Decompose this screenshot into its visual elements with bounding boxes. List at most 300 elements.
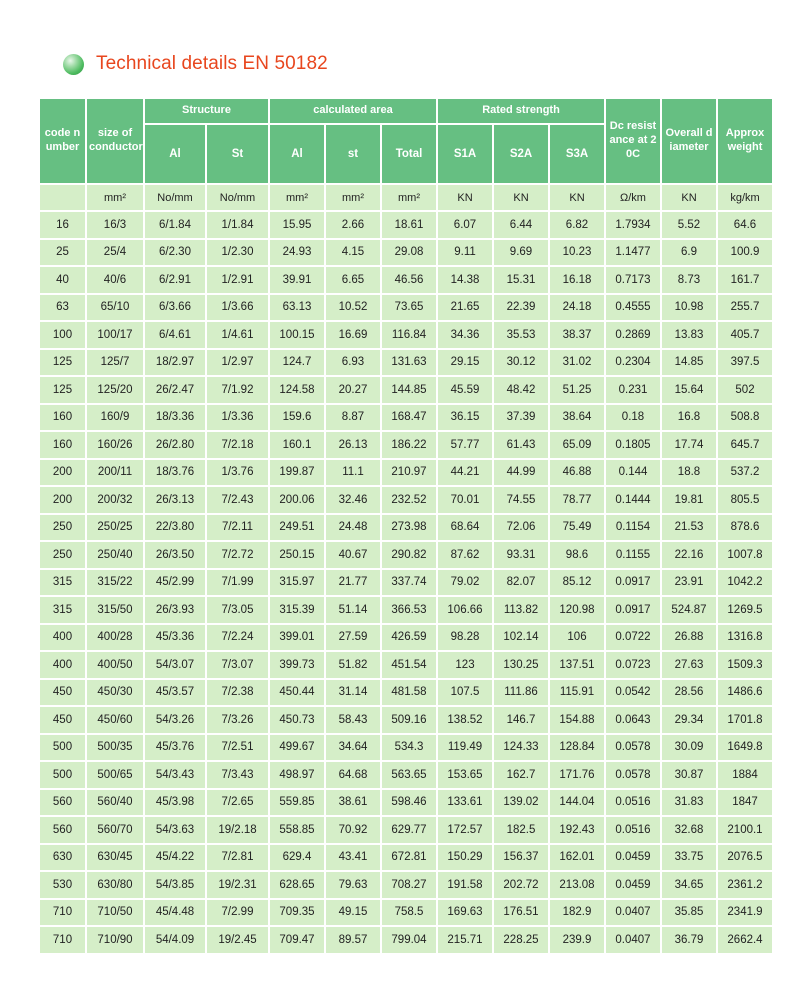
header-approx-weight: Approx weight: [718, 99, 772, 183]
table-cell: 34.65: [662, 872, 716, 898]
table-cell: 0.144: [606, 460, 660, 486]
title-row: [63, 50, 328, 78]
table-cell: 0.2869: [606, 322, 660, 348]
table-cell: 89.57: [326, 927, 380, 953]
table-cell: 7/2.81: [207, 845, 268, 871]
table-row: [40, 762, 772, 788]
table-cell: 24.93: [270, 240, 324, 266]
table-cell: 0.0542: [606, 680, 660, 706]
header-structure-al: Al: [145, 125, 205, 183]
table-row: [40, 267, 772, 293]
table-cell: 130.25: [494, 652, 548, 678]
table-cell: 210.97: [382, 460, 436, 486]
unit-cell: mm²: [270, 185, 324, 210]
header-dc-resistance: Dc resistance at 20C: [606, 99, 660, 183]
table-cell: 0.0459: [606, 872, 660, 898]
table-cell: 73.65: [382, 295, 436, 321]
unit-cell: mm²: [382, 185, 436, 210]
table-cell: 21.65: [438, 295, 492, 321]
table-cell: 450: [40, 680, 85, 706]
table-cell: 537.2: [718, 460, 772, 486]
table-row: [40, 597, 772, 623]
header-s3a: S3A: [550, 125, 604, 183]
table-cell: 40.67: [326, 542, 380, 568]
table-cell: 0.0578: [606, 762, 660, 788]
table-cell: 22.39: [494, 295, 548, 321]
table-cell: 124.33: [494, 735, 548, 761]
table-cell: 9.69: [494, 240, 548, 266]
table-row: [40, 350, 772, 376]
table-cell: 18/3.76: [145, 460, 205, 486]
table-cell: 7/1.92: [207, 377, 268, 403]
table-cell: 672.81: [382, 845, 436, 871]
table-cell: 1/2.30: [207, 240, 268, 266]
table-cell: 0.1155: [606, 542, 660, 568]
table-cell: 6/2.30: [145, 240, 205, 266]
table-cell: 160: [40, 405, 85, 431]
table-cell: 399.01: [270, 625, 324, 651]
table-cell: 0.1805: [606, 432, 660, 458]
table-row: [40, 322, 772, 348]
table-cell: 0.4555: [606, 295, 660, 321]
table-cell: 0.0643: [606, 707, 660, 733]
table-cell: 30.09: [662, 735, 716, 761]
table-cell: 534.3: [382, 735, 436, 761]
table-cell: 31.83: [662, 790, 716, 816]
table-cell: 22/3.80: [145, 515, 205, 541]
table-cell: 2100.1: [718, 817, 772, 843]
table-cell: 124.7: [270, 350, 324, 376]
header-rated-strength: Rated strength: [438, 99, 604, 123]
table-cell: 630/45: [87, 845, 143, 871]
table-row: [40, 872, 772, 898]
table-cell: 799.04: [382, 927, 436, 953]
table-cell: 48.42: [494, 377, 548, 403]
table-cell: 160/26: [87, 432, 143, 458]
table-cell: 239.9: [550, 927, 604, 953]
table-cell: 124.58: [270, 377, 324, 403]
table-cell: 44.21: [438, 460, 492, 486]
table-cell: 102.14: [494, 625, 548, 651]
table-row: [40, 845, 772, 871]
table-cell: 35.53: [494, 322, 548, 348]
table-cell: 250/25: [87, 515, 143, 541]
table-cell: 16/3: [87, 212, 143, 238]
table-cell: 558.85: [270, 817, 324, 843]
header-conductor-size: size of conductor: [87, 99, 143, 183]
table-cell: 6.07: [438, 212, 492, 238]
table-cell: 200/11: [87, 460, 143, 486]
table-cell: 79.02: [438, 570, 492, 596]
table-cell: 249.51: [270, 515, 324, 541]
table-cell: 250/40: [87, 542, 143, 568]
table-row: [40, 680, 772, 706]
table-cell: 45/2.99: [145, 570, 205, 596]
table-cell: 78.77: [550, 487, 604, 513]
unit-cell: KN: [662, 185, 716, 210]
table-cell: 1/3.76: [207, 460, 268, 486]
table-cell: 6/4.61: [145, 322, 205, 348]
table-cell: 100.9: [718, 240, 772, 266]
table-cell: 26.13: [326, 432, 380, 458]
table-cell: 0.0917: [606, 597, 660, 623]
table-cell: 2361.2: [718, 872, 772, 898]
table-cell: 123: [438, 652, 492, 678]
table-cell: 502: [718, 377, 772, 403]
table-cell: 169.63: [438, 900, 492, 926]
table-cell: 138.52: [438, 707, 492, 733]
table-cell: 15.95: [270, 212, 324, 238]
table-cell: 6.93: [326, 350, 380, 376]
table-cell: 1/4.61: [207, 322, 268, 348]
table-cell: 45/3.36: [145, 625, 205, 651]
units-row: [40, 185, 772, 210]
table-cell: 18.61: [382, 212, 436, 238]
table-cell: 26/2.47: [145, 377, 205, 403]
table-cell: 160: [40, 432, 85, 458]
table-cell: 559.85: [270, 790, 324, 816]
table-cell: 68.64: [438, 515, 492, 541]
table-cell: 29.08: [382, 240, 436, 266]
table-cell: 9.11: [438, 240, 492, 266]
table-cell: 26/3.50: [145, 542, 205, 568]
table-row: [40, 212, 772, 238]
table-cell: 40/6: [87, 267, 143, 293]
table-cell: 451.54: [382, 652, 436, 678]
table-cell: 28.56: [662, 680, 716, 706]
table-cell: 7/2.43: [207, 487, 268, 513]
table-cell: 139.02: [494, 790, 548, 816]
table-cell: 137.51: [550, 652, 604, 678]
table-cell: 1007.8: [718, 542, 772, 568]
table-cell: 111.86: [494, 680, 548, 706]
table-cell: 54/3.43: [145, 762, 205, 788]
table-cell: 35.85: [662, 900, 716, 926]
header-calculated-area: calculated area: [270, 99, 436, 123]
table-cell: 405.7: [718, 322, 772, 348]
table-cell: 0.0459: [606, 845, 660, 871]
table-cell: 450: [40, 707, 85, 733]
header-area-al: Al: [270, 125, 324, 183]
table-cell: 7/2.38: [207, 680, 268, 706]
table-cell: 2662.4: [718, 927, 772, 953]
table-cell: 290.82: [382, 542, 436, 568]
table-cell: 315.97: [270, 570, 324, 596]
table-cell: 708.27: [382, 872, 436, 898]
table-cell: 645.7: [718, 432, 772, 458]
table-cell: 74.55: [494, 487, 548, 513]
table-cell: 7/2.65: [207, 790, 268, 816]
table-cell: 54/3.63: [145, 817, 205, 843]
table-cell: 131.63: [382, 350, 436, 376]
table-cell: 54/4.09: [145, 927, 205, 953]
table-cell: 629.77: [382, 817, 436, 843]
table-cell: 509.16: [382, 707, 436, 733]
table-cell: 51.25: [550, 377, 604, 403]
table-cell: 72.06: [494, 515, 548, 541]
table-cell: 7/2.51: [207, 735, 268, 761]
table-cell: 25: [40, 240, 85, 266]
table-cell: 144.85: [382, 377, 436, 403]
table-cell: 85.12: [550, 570, 604, 596]
table-cell: 100: [40, 322, 85, 348]
table-cell: 29.15: [438, 350, 492, 376]
table-cell: 23.91: [662, 570, 716, 596]
table-cell: 31.02: [550, 350, 604, 376]
table-cell: 1486.6: [718, 680, 772, 706]
table-cell: 450.73: [270, 707, 324, 733]
table-body: [40, 185, 772, 953]
table-cell: 37.39: [494, 405, 548, 431]
table-cell: 200: [40, 460, 85, 486]
table-row: [40, 900, 772, 926]
table-cell: 758.5: [382, 900, 436, 926]
table-cell: 399.73: [270, 652, 324, 678]
table-cell: 500/65: [87, 762, 143, 788]
table-cell: 7/3.43: [207, 762, 268, 788]
page-title: Technical details EN 50182: [96, 53, 328, 74]
table-cell: 70.92: [326, 817, 380, 843]
table-cell: 250: [40, 515, 85, 541]
table-cell: 1/3.66: [207, 295, 268, 321]
table-cell: 19/2.31: [207, 872, 268, 898]
table-cell: 70.01: [438, 487, 492, 513]
table-cell: 1509.3: [718, 652, 772, 678]
table-row: [40, 817, 772, 843]
header-structure-st: St: [207, 125, 268, 183]
table-cell: 51.82: [326, 652, 380, 678]
table-cell: 32.68: [662, 817, 716, 843]
table-cell: 530: [40, 872, 85, 898]
table-cell: 1/2.91: [207, 267, 268, 293]
table-cell: 172.57: [438, 817, 492, 843]
technical-details-table: [38, 97, 774, 955]
table-cell: 15.64: [662, 377, 716, 403]
table-cell: 6.65: [326, 267, 380, 293]
table-cell: 10.23: [550, 240, 604, 266]
table-cell: 878.6: [718, 515, 772, 541]
table-cell: 315: [40, 570, 85, 596]
table-cell: 7/2.99: [207, 900, 268, 926]
table-cell: 1701.8: [718, 707, 772, 733]
table-cell: 154.88: [550, 707, 604, 733]
table-cell: 6.9: [662, 240, 716, 266]
table-cell: 144.04: [550, 790, 604, 816]
table-cell: 709.35: [270, 900, 324, 926]
table-cell: 710/50: [87, 900, 143, 926]
table-cell: 65.09: [550, 432, 604, 458]
table-cell: 273.98: [382, 515, 436, 541]
table-cell: 0.0723: [606, 652, 660, 678]
table-cell: 18/2.97: [145, 350, 205, 376]
table-cell: 250.15: [270, 542, 324, 568]
table-cell: 125: [40, 350, 85, 376]
table-cell: 400/28: [87, 625, 143, 651]
table-cell: 36.15: [438, 405, 492, 431]
table-cell: 93.31: [494, 542, 548, 568]
table-cell: 0.0722: [606, 625, 660, 651]
table-cell: 34.64: [326, 735, 380, 761]
table-cell: 500/35: [87, 735, 143, 761]
table-cell: 200.06: [270, 487, 324, 513]
table-cell: 199.87: [270, 460, 324, 486]
table-cell: 0.0578: [606, 735, 660, 761]
table-cell: 19/2.45: [207, 927, 268, 953]
table-cell: 6/3.66: [145, 295, 205, 321]
table-row: [40, 377, 772, 403]
table-cell: 7/3.05: [207, 597, 268, 623]
table-cell: 61.43: [494, 432, 548, 458]
table-cell: 98.6: [550, 542, 604, 568]
table-cell: 499.67: [270, 735, 324, 761]
table-cell: 0.0407: [606, 927, 660, 953]
table-cell: 162.01: [550, 845, 604, 871]
table-cell: 15.31: [494, 267, 548, 293]
table-cell: 560/40: [87, 790, 143, 816]
table-cell: 1316.8: [718, 625, 772, 651]
table-cell: 44.99: [494, 460, 548, 486]
unit-cell: [40, 185, 85, 210]
table-cell: 21.53: [662, 515, 716, 541]
table-cell: 36.79: [662, 927, 716, 953]
table-row: [40, 735, 772, 761]
table-cell: 162.7: [494, 762, 548, 788]
table-cell: 120.98: [550, 597, 604, 623]
table-cell: 176.51: [494, 900, 548, 926]
table-cell: 315/22: [87, 570, 143, 596]
table-cell: 481.58: [382, 680, 436, 706]
table-cell: 54/3.85: [145, 872, 205, 898]
table-cell: 524.87: [662, 597, 716, 623]
table-cell: 54/3.26: [145, 707, 205, 733]
table-cell: 16.8: [662, 405, 716, 431]
table-cell: 450/30: [87, 680, 143, 706]
table-cell: 450.44: [270, 680, 324, 706]
table-cell: 202.72: [494, 872, 548, 898]
table-cell: 18.8: [662, 460, 716, 486]
table-cell: 560: [40, 817, 85, 843]
table-cell: 161.7: [718, 267, 772, 293]
table-cell: 450/60: [87, 707, 143, 733]
table-cell: 213.08: [550, 872, 604, 898]
table-cell: 125/7: [87, 350, 143, 376]
header-code-number: code number: [40, 99, 85, 183]
table-cell: 25/4: [87, 240, 143, 266]
table-cell: 232.52: [382, 487, 436, 513]
table-cell: 1042.2: [718, 570, 772, 596]
table-cell: 168.47: [382, 405, 436, 431]
table-cell: 26/2.80: [145, 432, 205, 458]
table-row: [40, 515, 772, 541]
table-cell: 31.14: [326, 680, 380, 706]
table-cell: 24.18: [550, 295, 604, 321]
table-cell: 182.9: [550, 900, 604, 926]
table-cell: 160/9: [87, 405, 143, 431]
table-cell: 255.7: [718, 295, 772, 321]
table-cell: 125/20: [87, 377, 143, 403]
table-cell: 192.43: [550, 817, 604, 843]
table-cell: 18/3.36: [145, 405, 205, 431]
table-cell: 7/1.99: [207, 570, 268, 596]
table-cell: 16: [40, 212, 85, 238]
table-cell: 7/2.24: [207, 625, 268, 651]
table-cell: 40: [40, 267, 85, 293]
unit-cell: KN: [438, 185, 492, 210]
table-cell: 146.7: [494, 707, 548, 733]
table-cell: 30.87: [662, 762, 716, 788]
table-cell: 98.28: [438, 625, 492, 651]
unit-cell: No/mm: [145, 185, 205, 210]
table-cell: 400/50: [87, 652, 143, 678]
table-cell: 107.5: [438, 680, 492, 706]
table-cell: 33.75: [662, 845, 716, 871]
table-cell: 16.18: [550, 267, 604, 293]
table-cell: 215.71: [438, 927, 492, 953]
table-cell: 508.8: [718, 405, 772, 431]
table-cell: 498.97: [270, 762, 324, 788]
table-cell: 0.1444: [606, 487, 660, 513]
table-cell: 16.69: [326, 322, 380, 348]
table-cell: 43.41: [326, 845, 380, 871]
table-cell: 629.4: [270, 845, 324, 871]
table-cell: 45/3.98: [145, 790, 205, 816]
table-cell: 45/4.22: [145, 845, 205, 871]
table-cell: 315: [40, 597, 85, 623]
table-cell: 1/3.36: [207, 405, 268, 431]
table-cell: 805.5: [718, 487, 772, 513]
green-bullet-icon: [63, 54, 84, 75]
table-cell: 20.27: [326, 377, 380, 403]
table-cell: 7/3.26: [207, 707, 268, 733]
table-cell: 6.44: [494, 212, 548, 238]
table-cell: 63.13: [270, 295, 324, 321]
table-cell: 100.15: [270, 322, 324, 348]
table-cell: 560/70: [87, 817, 143, 843]
table-cell: 64.6: [718, 212, 772, 238]
table-cell: 400: [40, 652, 85, 678]
table-cell: 150.29: [438, 845, 492, 871]
table-cell: 46.88: [550, 460, 604, 486]
header-overall-diameter: Overall diameter: [662, 99, 716, 183]
table-cell: 159.6: [270, 405, 324, 431]
table-cell: 1884: [718, 762, 772, 788]
table-cell: 560: [40, 790, 85, 816]
table-cell: 128.84: [550, 735, 604, 761]
table-cell: 113.82: [494, 597, 548, 623]
unit-cell: kg/km: [718, 185, 772, 210]
table-cell: 19/2.18: [207, 817, 268, 843]
table-cell: 0.1154: [606, 515, 660, 541]
table-cell: 27.63: [662, 652, 716, 678]
table-cell: 26/3.13: [145, 487, 205, 513]
table-row: [40, 405, 772, 431]
table-cell: 24.48: [326, 515, 380, 541]
table-cell: 7/3.07: [207, 652, 268, 678]
table-cell: 1847: [718, 790, 772, 816]
table-cell: 426.59: [382, 625, 436, 651]
header-structure: Structure: [145, 99, 268, 123]
table-cell: 0.231: [606, 377, 660, 403]
table-cell: 710: [40, 900, 85, 926]
table-row: [40, 790, 772, 816]
table-cell: 45/3.57: [145, 680, 205, 706]
table-cell: 1.7934: [606, 212, 660, 238]
table-cell: 1269.5: [718, 597, 772, 623]
table-cell: 75.49: [550, 515, 604, 541]
header-s1a: S1A: [438, 125, 492, 183]
table-cell: 45/4.48: [145, 900, 205, 926]
table-cell: 32.46: [326, 487, 380, 513]
